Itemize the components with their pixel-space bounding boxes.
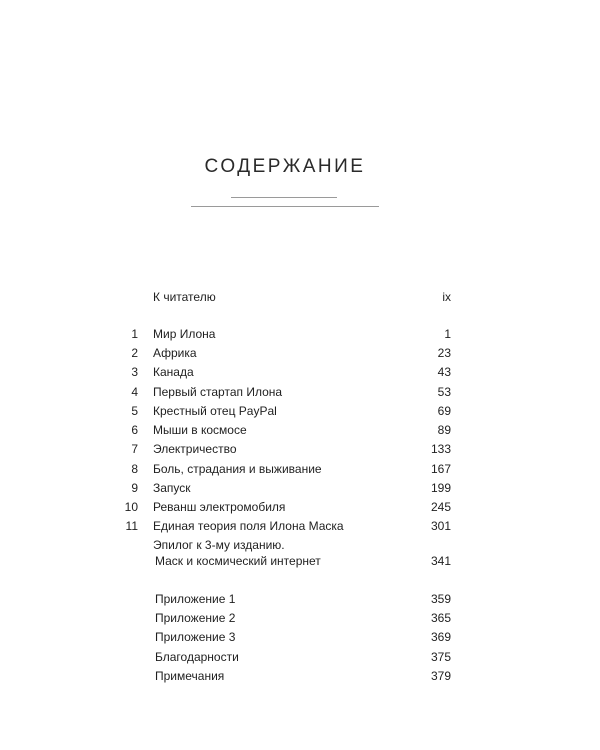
toc-entry-notes[interactable] bbox=[0, 668, 600, 684]
toc-entry-label: Мыши в космосе bbox=[153, 423, 247, 437]
toc-entry-page: 23 bbox=[437, 346, 451, 360]
toc-entry-page: 167 bbox=[430, 462, 451, 476]
chapter-number: 1 bbox=[131, 327, 138, 341]
toc-entry-page: 245 bbox=[430, 500, 451, 514]
toc-entry-page: 43 bbox=[437, 365, 451, 379]
toc-entry-label: Примечания bbox=[155, 669, 225, 683]
toc-entry-page: 1 bbox=[444, 327, 451, 341]
toc-entry-chapter-8[interactable] bbox=[0, 461, 600, 477]
chapter-number: 6 bbox=[131, 423, 138, 437]
toc-entry-label: Благодарности bbox=[155, 650, 239, 664]
chapter-number: 2 bbox=[131, 346, 138, 360]
toc-entry-page: 359 bbox=[430, 592, 451, 606]
toc-entry-label: Единая теория поля Илона Маска bbox=[153, 519, 344, 533]
chapter-number: 9 bbox=[131, 481, 138, 495]
chapter-number: 8 bbox=[131, 462, 138, 476]
toc-entry-page: 301 bbox=[430, 519, 451, 533]
toc-title: СОДЕРЖАНИЕ bbox=[204, 156, 366, 177]
toc-entry-page: 69 bbox=[437, 404, 451, 418]
toc-entry-page: 53 bbox=[437, 385, 451, 399]
toc-entry-chapter-4[interactable] bbox=[0, 384, 600, 400]
toc-entry-chapter-9[interactable] bbox=[0, 480, 600, 496]
chapter-number: 7 bbox=[131, 442, 138, 456]
toc-entry-appendix-3[interactable] bbox=[0, 629, 600, 645]
toc-entry-label: Реванш электромобиля bbox=[153, 500, 286, 514]
chapter-number: 11 bbox=[125, 519, 138, 533]
toc-entry-page: 365 bbox=[430, 611, 451, 625]
toc-entry-label: Эпилог к 3-му изданию. bbox=[153, 538, 285, 552]
toc-entry-label: Приложение 2 bbox=[155, 611, 236, 625]
toc-entry-chapter-1[interactable] bbox=[0, 326, 600, 342]
toc-entry-epilogue[interactable] bbox=[0, 537, 600, 569]
toc-entry-label-line2: Маск и космический интернет bbox=[155, 554, 321, 568]
toc-entry-label: Крестный отец PayPal bbox=[153, 404, 277, 418]
toc-entry-chapter-6[interactable] bbox=[0, 422, 600, 438]
toc-entry-page: 133 bbox=[430, 442, 451, 456]
toc-entry-chapter-11[interactable] bbox=[0, 518, 600, 534]
toc-entry-appendix-2[interactable] bbox=[0, 610, 600, 626]
toc-entry-page: 379 bbox=[430, 669, 451, 683]
chapter-number: 10 bbox=[124, 500, 138, 514]
toc-entry-page: 375 bbox=[430, 650, 451, 664]
toc-entry-label: Электричество bbox=[153, 442, 237, 456]
toc-entry-chapter-5[interactable] bbox=[0, 403, 600, 419]
toc-entry-label: Мир Илона bbox=[153, 327, 216, 341]
toc-entry-chapter-2[interactable] bbox=[0, 345, 600, 361]
toc-entry-label: Запуск bbox=[153, 481, 191, 495]
toc-entry-chapter-7[interactable] bbox=[0, 441, 600, 457]
toc-entry-page: 341 bbox=[430, 554, 451, 568]
toc-entry-label: Канада bbox=[153, 365, 194, 379]
toc-entry-label: Африка bbox=[153, 346, 197, 360]
toc-entry-acknowledgements[interactable] bbox=[0, 649, 600, 665]
toc-entry-label: Приложение 1 bbox=[155, 592, 236, 606]
toc-entry-label: Первый стартап Илона bbox=[153, 385, 283, 399]
toc-entry-label: Боль, страдания и выживание bbox=[153, 462, 322, 476]
toc-entry-label: Приложение 3 bbox=[155, 630, 236, 644]
toc-entry-page: 89 bbox=[437, 423, 451, 437]
toc-entry-chapter-10[interactable] bbox=[0, 499, 600, 515]
chapter-number: 5 bbox=[131, 404, 138, 418]
toc-entry-appendix-1[interactable] bbox=[0, 591, 600, 607]
toc-entry-chapter-3[interactable] bbox=[0, 364, 600, 380]
toc-entry-page: 199 bbox=[430, 481, 451, 495]
chapter-number: 3 bbox=[131, 365, 138, 379]
toc-entry-page: 369 bbox=[430, 630, 451, 644]
toc-entry-page: ix bbox=[442, 290, 451, 304]
chapter-number: 4 bbox=[131, 385, 138, 399]
toc-entry-label: К читателю bbox=[153, 290, 216, 304]
toc-entry-preface[interactable] bbox=[0, 289, 600, 305]
